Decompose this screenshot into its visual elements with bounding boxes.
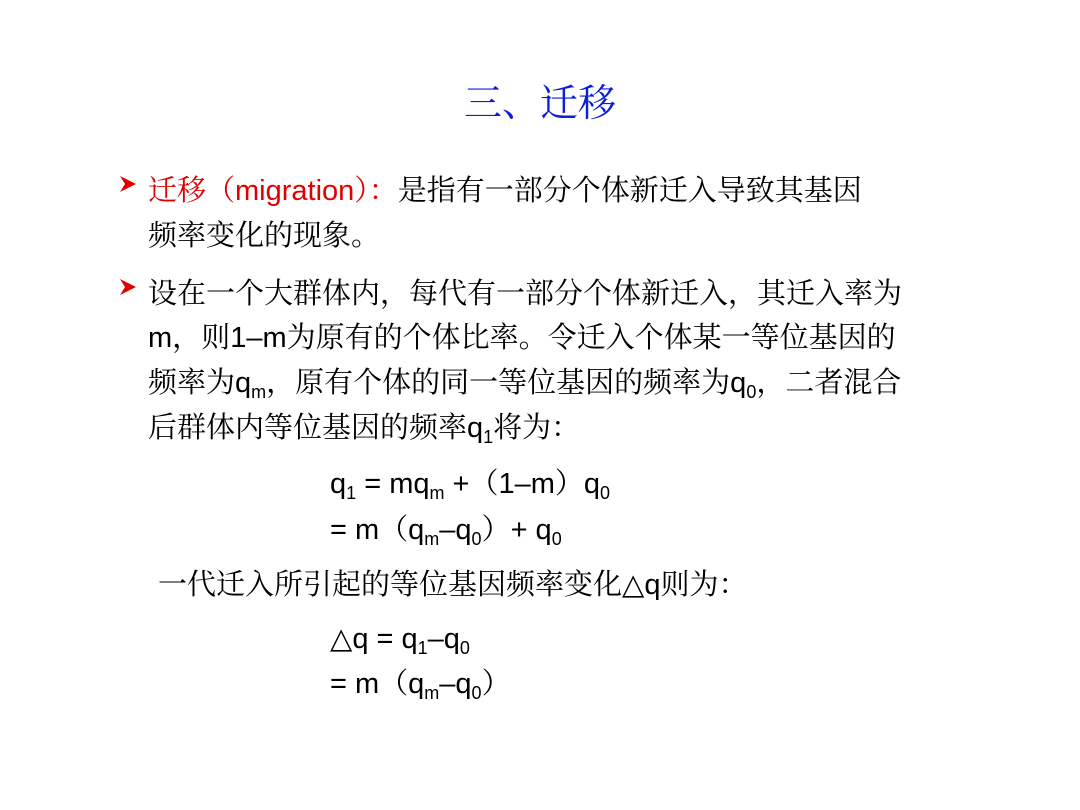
arrowhead-bullet-icon bbox=[118, 277, 138, 297]
formula-q1: $q_1 = mq_m +(1-m)q_0$ bbox=[330, 468, 611, 503]
bullet-text bbox=[148, 168, 1008, 257]
arrowhead-bullet-icon bbox=[118, 174, 138, 194]
definition-text: 是指有一部分个体新迁入导致其基因 bbox=[397, 173, 862, 207]
formula-q1-rewritten: = $m(q_m-q_0)+ q_0$ bbox=[330, 514, 562, 549]
slide-title: 三、迁移 bbox=[463, 81, 616, 125]
model-line-3: 频率为$q_m$，原有个体的同一等位基因的频率为$q_0$，二者混合 bbox=[148, 365, 902, 402]
model-line-2: m，则1–m为原有的个体比率。令迁入个体某一等位基因的 bbox=[148, 320, 896, 354]
model-line-1: 设在一个大群体内，每代有一部分个体新迁入，其迁入率为 bbox=[148, 276, 903, 310]
formula-delta-q: △q = $q_1-q_0$ bbox=[330, 621, 470, 658]
formula-delta-q-rewritten: = $m(q_m-q_0)$ bbox=[330, 668, 511, 703]
term-migration: 迁移（migration）： bbox=[148, 175, 398, 207]
bullet-text bbox=[148, 271, 1008, 450]
delta-q-statement: 一代迁入所引起的等位基因频率变化△q则为： bbox=[158, 567, 748, 601]
model-line-4: 后群体内等位基因的频率$q_1$将为： bbox=[148, 410, 581, 447]
definition-text-continued: 频率变化的现象。 bbox=[148, 218, 381, 252]
